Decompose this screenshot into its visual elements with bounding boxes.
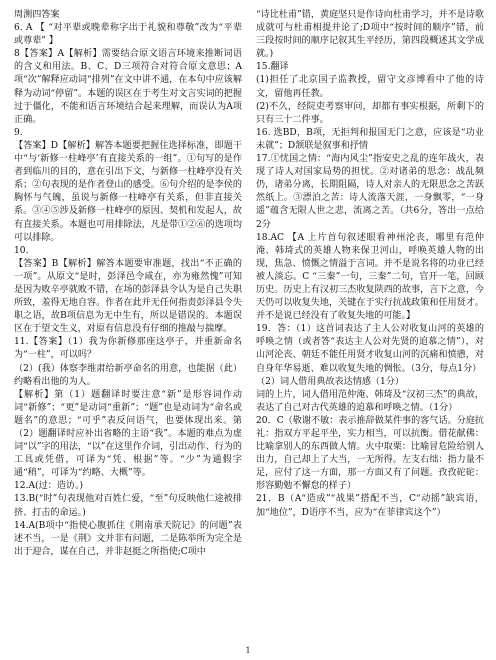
answer-paragraph: 15.翻译 (256, 62, 289, 73)
answer-paragraph: 词的上片，词人借用范仲淹、韩琦及“汉初三杰”的典故，表达了自己对古代英雄的追慕和呼唤之情。（1分） (256, 389, 484, 413)
answer-paragraph: 6. A 【 “对平辈或晚辈称字出于礼貌和尊敬”改为“平辈或尊辈” 】 (14, 23, 242, 47)
answer-paragraph: 14.A(B项中“指使心腹抓住《荆南承天院记》的问题”表述不当，一是《荆》文并非有问题，二是陈举所为完全是出于迎合，谋在自己，并非赵挺之所指使;C项中 (14, 520, 242, 557)
answer-paragraph: 18.AC 【A 上片首句叙述眼看神州沦丧，哪里有范仲淹、韩琦式的英雄人物来保卫河山，呼唤英雄人物的出现，焦急、愤慨之情溢于言词。并不是说名将的功业已经被人淡忘。C “三秦”一句，三秦”二句，官开一笔，回顾历史。历史上有汉初三杰收复陕西的故事，言下之意，今天仍可以收复失地，关键在于实行抗战政策和任用贤才。并不是说已经没有了收复失地的可能。】 (256, 232, 484, 322)
two-column-body (14, 9, 484, 559)
answer-paragraph: 17.①忧国之情：“海内风尘”指安史之乱的连年战火，表现了诗人对国家局势的担忧。②对诸弟的思念：战乱频仍，诸弟分离，长期阻隔，诗人对亲人的无限思念之苦跃然纸上。③漂泊之苦：诗人流落天涯，一身飘零，“一身遥”蕴含无限人世之悲，流离之苦。（共6分，答出一点给2分 (256, 154, 484, 230)
answer-paragraph: 【答案】B【解析】解答本题要审准题，找出“不正确的一项”。从原文“是时，彭泽邑令咸在，亦为雍然愧”可知是因为败辛亭就败不错，在场的彭泽县令认为是自己失职所致，羞得无地自容。作者在此并无任何指责彭泽县令失职之语，故B项信息为无中生有，所以是错误的。本题误区在于望文生义，对原有信息没有仔细的推敲与揣摩。 (14, 258, 242, 335)
answer-paragraph: 【答案】D【解析】解答本题要把握住选择标准，即题干中“与‘新修一柱峰亭’有直接关系的一组”。①句写的是作者到临川的目的，意在引出下文，与新修一柱峰亭没有关系；②句表现的是作者登山的感受。⑥句介绍的是李侯的胸怀与气魄，虽说与新修一柱峰亭有关系，但非直接关系。③④⑤涉及新修一柱峰亭的原因、契机和发起人，故有直接关系。本题也可用排除法，凡是带①②⑥的选项均可以排除。 (14, 140, 242, 243)
answer-paragraph: 10. (14, 245, 29, 256)
answer-paragraph: (2)不久，经院吏考察审问，却都有事实根据，所剩下的只有三十二件事。 (256, 101, 484, 125)
answer-paragraph: 8【答案】A【解析】需要结合原文语言环境来推断词语的含义和用法。B、C、D三项符合对符合原文意思；A项“次”解释应动词“排列”在文中讲不通，在本句中应该解释为动词“停留”。本题的误区在于考生对文言实词的把握过于僵化，不能和语言环境结合起来理解，而误认为A项正确。 (14, 49, 242, 125)
answer-paragraph: 周测四答案 (14, 10, 60, 20)
answer-paragraph: （2）词人借用典故表达情感（1分） (256, 376, 404, 387)
answer-paragraph: 12.A(过：造访。) (14, 481, 84, 492)
right-column (256, 9, 484, 559)
answer-paragraph: 9. (14, 127, 23, 138)
answer-paragraph: （2）(我）体察李维肃给新亭命名的用意，也能据（此）约略看出他的为人。 (14, 363, 242, 387)
answer-paragraph: 20．C（敬谢不敏：表示推辞做某件事的客气话。分庭抗礼：指双方平起平坐，实力相当，可以抗衡。借花献佛：比喻拿别人的东西做人情。火中取栗：比喻冒危险给别人出力，自己却上了大当，一无所得。左支右绌：指力量不足，应付了这一方面，那一方面又有了问题。孜孜砣砣：形容勤勉不懈怠的样子） (256, 415, 484, 492)
answer-paragraph: 16. 选BD，B项，无拒判和报国无门之意，应该是“功业未就”；D颔联是叙事和抒情 (256, 127, 484, 151)
page-number: 1 (245, 646, 251, 655)
answer-paragraph: 【解析】第（1）题翻译时要注意“新”是形容词作动词“新修”；“更”是动词“重新”；“题”也是动词为“命名或题名”的意思；“可乎”表反问语气，也要体现出来。第（2）题翻译时应补出省略的主语“我”。本题的难点为虚词“以”字的用法，“以”在这里作介词，引出动作、行为的工具或凭借，可译为“凭、根据”等。“少”为通假字通“稍”，可译为“约略、大概”等。 (14, 389, 242, 479)
answer-paragraph: 11.【答案】（1）我为你新修那座这亭子，并重新命名为“一柱”，可以吗？ (14, 337, 242, 361)
left-column (14, 9, 242, 559)
answer-paragraph: 19．答：（1）这首词表达了主人公对收复山河的英雄的呼唤之情（或者答“表达主人公对先贤的追慕之情”），对山河沦丧、朝廷不能任用贤才收复山河的沉痛和愤懑，对自身年华易逝、难以收复失地的惆怅。（3分，每点1分） (256, 324, 484, 374)
answer-paragraph: (1)担任了北京国子监教授，留守文彦博看中了他的诗文，留他再任教。 (256, 75, 484, 99)
answer-paragraph: 13.B(“时”句表现他对百姓仁爱，“至”句反映他仁途被排挤、打击的命运。) (14, 494, 242, 518)
answer-paragraph: “诗比杜甫”错，黄庭坚只是作诗向杜甫学习，并不是诗歌成就可与杜甫相提并论了;D项中“按时间的顺序”错，前三段按时间的顺序记叙其生平经历，第四段概述其文学成就。) (256, 10, 484, 60)
answer-paragraph: 21．B（A“造成”“战果”搭配不当，C“动摇”缺宾语，加“地位”，D语序不当，应为“在菲律宾这个”） (256, 494, 484, 518)
